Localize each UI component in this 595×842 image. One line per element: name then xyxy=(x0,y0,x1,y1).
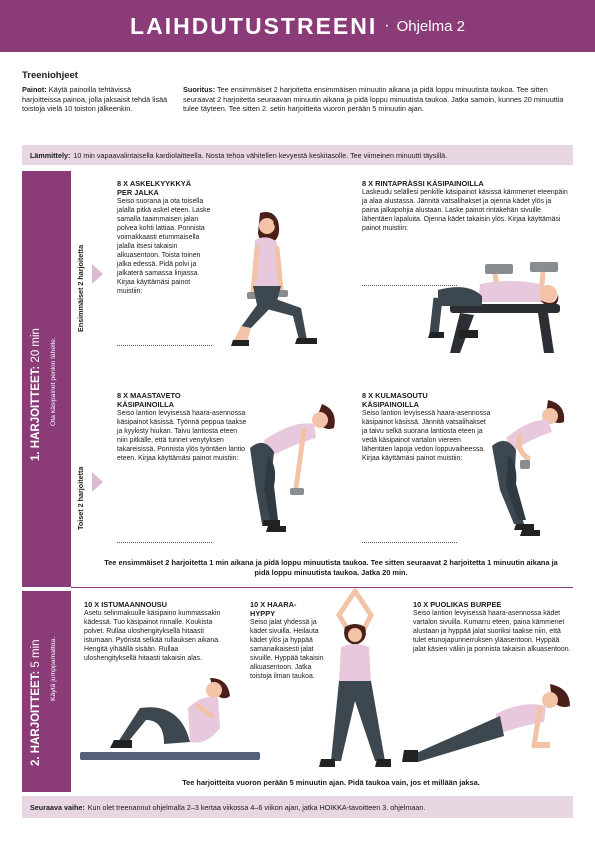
page-header xyxy=(0,0,595,52)
next-step-label: Seuraava vaihe: xyxy=(30,802,85,812)
section1-note: Tee ensimmäiset 2 harjoitetta 1 min aikana ja pidä loppu minuutista taukoa. Tee sitten seuraavat 2 harjoitetta 1 minuutin aikana ja pidä loppu minuutista taukoa. Jatka 20 min. xyxy=(104,558,558,577)
exercise-half-burpee xyxy=(413,600,573,654)
section1-sidebar xyxy=(22,171,71,587)
execution-label: Suoritus: xyxy=(183,85,216,94)
deadlift-figure xyxy=(244,400,344,540)
exercise-deadlift xyxy=(117,391,247,463)
exercise-title: 10 X HAARA- xyxy=(250,600,297,609)
section2-duration: 5 min xyxy=(30,639,42,668)
weight-write-line xyxy=(362,542,457,543)
group1-label: Ensimmäiset 2 harjoitetta xyxy=(76,244,85,332)
exercise-text: Seiso lantion levyisessä haara-asennossa käsipainot käsissä. Jännitä vatsalihakset ja taivu selkä suorana lantiosta eteen ja vedä käsipainot vartalon viereen lähentäen lapoja vedon loppuvaiheessa. Kirjaa käyttämäsi painot muistiin: xyxy=(362,410,491,462)
section2-note: Tee harjoitteita vuoron perään 5 minuutin ajan. Pidä taukoa vain, jos et millään jaksa. xyxy=(182,778,480,787)
next-step-text: Kun olet treenannut ohjelmalla 2–3 kertaa viikossa 4–6 viikon ajan, jatka HOIKKA-tavoitteen 3. ohjelmaan. xyxy=(87,802,426,812)
lunge-figure xyxy=(205,208,330,353)
warmup-band xyxy=(22,145,573,165)
half-burpee-figure xyxy=(400,680,578,770)
exercise-title: 8 X KULMASOUTU xyxy=(362,391,428,400)
jumping-jack-figure xyxy=(315,585,395,780)
exercise-situp xyxy=(84,600,224,663)
section2-sidebar xyxy=(22,591,71,792)
page-subtitle: Ohjelma 2 xyxy=(396,17,465,35)
instructions-heading: Treeniohjeet xyxy=(22,70,78,81)
weights-label: Painot: xyxy=(22,85,47,94)
exercise-title-line2: HYPPY xyxy=(250,609,276,618)
exercise-text: Asetu selinmakuulle käsipaino kummassakin kädessä. Tuo käsipainot rinnalle. Koukista polvet. Rullaa uloshengityksellä hitaasti istumaan. Pyöristä selkää rullauksen aikana. Hengitä ylhäällä sisään. Rullaa uloshengityksellä hitaasti takaisin alas. xyxy=(84,610,221,662)
exercise-title-line2: KÄSIPAINOILLA xyxy=(362,400,419,409)
section2-subtitle: Käytä jumppamattoa. xyxy=(50,636,57,701)
title-separator: · xyxy=(384,17,390,34)
row-figure xyxy=(488,398,583,543)
situp-figure xyxy=(80,672,265,767)
group2-label: Toiset 2 harjoitetta xyxy=(76,466,85,530)
group2-arrow-icon xyxy=(92,472,103,492)
weights-instructions xyxy=(22,85,172,114)
weight-write-line xyxy=(117,542,212,543)
chest-press-figure xyxy=(430,258,570,358)
section2-title: 2. HARJOITTEET: 5 min xyxy=(30,639,42,766)
exercise-text: Seiso lantion levyisessä haara-asennossa kädet vartalon sivuilla. Kumarru eteen, paina kämmenet alustaan ja hyppää jalat suoriksi taakse niin, että tulet etunojapunnerruksen yläasentoon. Hyppää jalat käsien väliin ja ponnista takaisin alkuasentoon. xyxy=(413,610,571,653)
exercise-title: 8 X RINTAPRÄSSI KÄSIPAINOILLA xyxy=(362,179,484,188)
exercise-text: Seiso jalat yhdessä ja kädet sivuilla. Heilauta kädet ylös ja hyppää samanaikaisesti jalat sivuille. Hyppää takaisin alkuasentoon. Jatka toistoja ilman taukoa. xyxy=(250,619,324,680)
exercise-title-line2: PER JALKA xyxy=(117,188,159,197)
exercise-row xyxy=(362,391,492,463)
exercise-title: 10 X ISTUMAANNOUSU xyxy=(84,600,167,609)
exercise-title-line2: KÄSIPAINOILLA xyxy=(117,400,174,409)
page-title: LAIHDUTUSTREENI xyxy=(130,12,378,39)
exercise-title: 10 X PUOLIKAS BURPEE xyxy=(413,600,502,609)
exercise-text: Seiso lantion levyisessä haara-asennossa käsipainot käsissä. Työnnä peppua taakse ja kyykisty hiukan. Taivu lantiosta eteen niin pitkälle, että tunnet venytyksen takareisissä. Ponnista ylös työntäen lantio eteen. Kirjaa käyttämäsi painot muistiin: xyxy=(117,410,247,462)
section1-title: 1. HARJOITTEET: 20 min xyxy=(30,328,42,461)
exercise-title: 8 X MAASTAVETO xyxy=(117,391,181,400)
weights-text: Käytä painoilla tehtävissä harjoitteissa painoa, jolla jaksaisit tehdä lisää toistoja vielä 10 toiston jälkeenkin. xyxy=(22,85,168,114)
warmup-text: 10 min vapaavalintaisella kardiolaitteella. Nosta tehoa vähitellen kevyestä keskitasolle. Tee viimeinen minuutti täysillä. xyxy=(73,150,448,160)
warmup-label: Lämmittely: xyxy=(30,150,71,160)
exercise-text: Seiso suorana ja ota toisella jalalla pitkä askel eteen. Laske samalla taaimmaisen jalan polvea kohti lattiaa. Ponnista voimakkaasti etummaisella jalalla itsesi takaisin alkuasentoon. Toista toinen jalka edessä. Pidä polvi ja jalkaterä samassa linjassa. Kirjaa käyttämäsi painot muistiin: xyxy=(117,198,211,295)
next-step-band xyxy=(22,796,573,818)
weight-write-line xyxy=(117,345,212,346)
group1-arrow-icon xyxy=(92,264,103,284)
execution-text: Tee ensimmäiset 2 harjoitetta ensimmäisen minuutin aikana ja pidä loppu minuutista taukoa. Tee sitten seuraavat 2 harjoitetta seuraavan minuutin aikana ja pidä loppu minuutista taukoa. Jatka samoin, kunnes 20 minuuttia tulee täyteen. Tee sitten 2. setin harjoitteita vuoron perään 5 minuutin ajan. xyxy=(183,85,564,114)
exercise-title: 8 X ASKELKYYKKYÄ xyxy=(117,179,192,188)
exercise-chest-press xyxy=(362,179,568,233)
section1-duration: 20 min xyxy=(30,328,42,363)
exercise-text: Laskeudu selällesi penkille käsipainot käsissä kämmenet eteenpäin ja alaa alustassa. Jännitä vatsalihakset ja ojenna kädet ylös ja paina jalkapohjia alustaan. Laske painot rintakehän sivuille lähentäen lapaluita. Ojenna kädet takaisin ylös. Kirjaa käyttämäsi painot muistiin: xyxy=(362,189,568,232)
execution-instructions xyxy=(183,85,573,114)
exercise-lunge xyxy=(117,179,215,296)
section1-subtitle: Ota käsipainot penkin lähelle. xyxy=(50,337,57,426)
